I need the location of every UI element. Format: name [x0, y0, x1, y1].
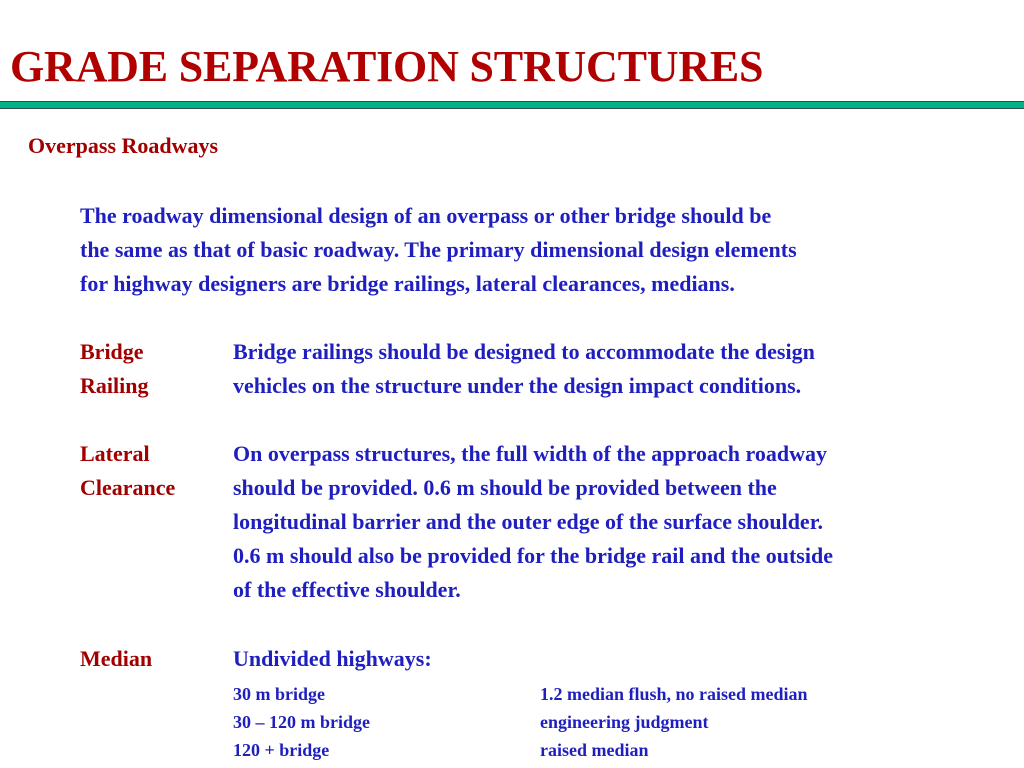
section-heading: Overpass Roadways: [28, 133, 219, 158]
definition-lateral-clearance: [233, 437, 833, 607]
definition-bridge-railing: [233, 335, 815, 403]
median-treatment-cell: 1.2 median flush, no raised median: [540, 684, 808, 704]
intro-paragraph: [80, 199, 797, 301]
term-line: Median: [80, 646, 153, 671]
intro-line: The roadway dimensional design of an overpass or other bridge should be: [80, 203, 772, 228]
bridge-length-cell: 30 – 120 m bridge: [233, 712, 370, 732]
intro-line: the same as that of basic roadway. The primary dimensional design elements: [80, 237, 797, 262]
definition-line: Undivided highways:: [233, 646, 432, 671]
term-line: Lateral: [80, 441, 150, 466]
term-lateral-clearance: [80, 437, 175, 505]
term-median: [80, 642, 152, 676]
definition-line: On overpass structures, the full width of the approach roadway: [233, 441, 828, 466]
term-line: Clearance: [80, 475, 176, 500]
definition-line: Bridge railings should be designed to accommodate the design: [233, 339, 815, 364]
term-bridge-railing: [80, 335, 148, 403]
bridge-length-cell: 30 m bridge: [233, 684, 325, 704]
definition-line: longitudinal barrier and the outer edge of the surface shoulder.: [233, 509, 823, 534]
definition-line: of the effective shoulder.: [233, 577, 461, 602]
term-line: Bridge: [80, 339, 144, 364]
intro-line: for highway designers are bridge railings, lateral clearances, medians.: [80, 271, 735, 296]
definition-median: [233, 642, 432, 676]
definition-line: vehicles on the structure under the design impact conditions.: [233, 373, 802, 398]
definition-line: should be provided. 0.6 m should be provided between the: [233, 475, 777, 500]
page-title: GRADE SEPARATION STRUCTURES: [10, 42, 764, 91]
median-treatment-cell: engineering judgment: [540, 712, 709, 732]
title-divider: [0, 101, 1024, 109]
bridge-length-cell: 120 + bridge: [233, 740, 330, 760]
median-treatment-cell: raised median: [540, 740, 649, 760]
definition-line: 0.6 m should also be provided for the bridge rail and the outside: [233, 543, 833, 568]
term-line: Railing: [80, 373, 149, 398]
